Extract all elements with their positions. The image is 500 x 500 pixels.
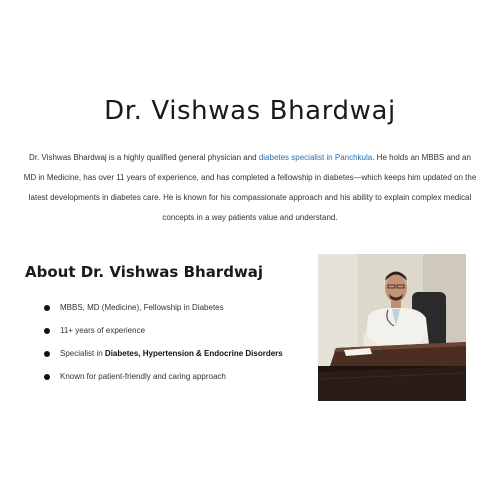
list-item: [40, 297, 310, 320]
list-item: [40, 366, 310, 389]
fact-text: Specialist in: [60, 349, 105, 358]
bullet-icon: [44, 328, 50, 334]
fact-text: 11+ years of experience: [60, 326, 146, 335]
diabetes-specialist-link[interactable]: diabetes specialist in Panchkula: [258, 153, 373, 162]
fact-text: MBBS, MD (Medicine), Fellowship in Diabetes: [60, 303, 224, 312]
doctor-photo-illustration: [318, 254, 466, 401]
intro-text-start: Dr. Vishwas Bhardwaj is a highly qualified general physician and: [29, 153, 259, 162]
intro-paragraph: [22, 148, 478, 228]
bullet-icon: [44, 374, 50, 380]
specialty-text: Diabetes, Hypertension & Endocrine Disorders: [104, 349, 283, 358]
list-item: [40, 320, 310, 343]
credentials-list: [40, 297, 310, 389]
page-title: Dr. Vishwas Bhardwaj: [104, 96, 396, 126]
intro-text-end: . He holds an MBBS and an MD in Medicine, has over 11 years of experience, and has completed a fellowship in diabetes—which keeps him updated on the latest developments in diabetes care. He is known for his compassionate approach and his ability to explain complex medical concepts in a way patients value and understand.: [23, 153, 477, 222]
doctor-photo: [318, 254, 466, 401]
bullet-icon: [44, 305, 50, 311]
about-heading: About Dr. Vishwas Bhardwaj: [25, 263, 264, 281]
bullet-icon: [44, 351, 50, 357]
list-item: [40, 343, 310, 366]
fact-text: Known for patient-friendly and caring approach: [60, 372, 226, 381]
